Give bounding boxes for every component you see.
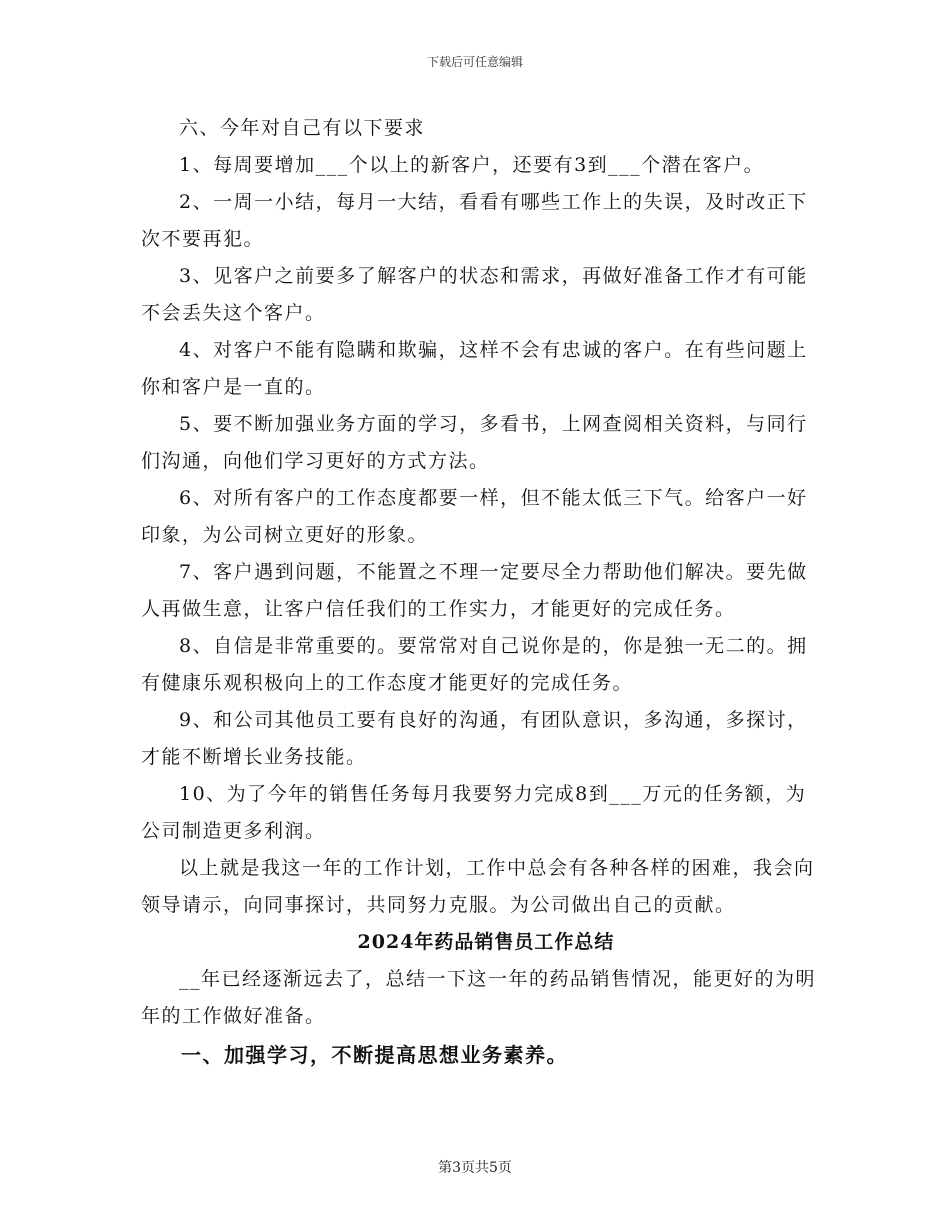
- paragraph-item-1: 1、每周要增加___个以上的新客户，还要有3到___个潜在客户。: [179, 154, 765, 176]
- section-heading: 一、加强学习，不断提高思想业务素养。: [181, 1043, 568, 1067]
- document-body: [141, 110, 821, 1075]
- paragraph-item-3: 3、见客户之前要多了解客户的状态和需求，再做好准备工作才有可能不会丢失这个客户。: [141, 265, 808, 324]
- paragraph-item-2: 2、一周一小结，每月一大结，看看有哪些工作上的失误，及时改正下次不要再犯。: [141, 191, 808, 250]
- paragraph-item-6: 6、对所有客户的工作态度都要一样，但不能太低三下气。给客户一好印象，为公司树立更好的形象。: [141, 487, 808, 546]
- page-header: 下载后可任意编辑: [426, 55, 523, 69]
- paragraph-item-9: 9、和公司其他员工要有良好的沟通，有团队意识，多沟通，多探讨，才能不断增长业务技能。: [141, 709, 808, 768]
- paragraph-requirements-heading: 六、今年对自己有以下要求: [179, 117, 426, 139]
- paragraph-conclusion: 以上就是我这一年的工作计划，工作中总会有各种各样的困难，我会向领导请示，向同事探讨，共同努力克服。为公司做出自己的贡献。: [141, 857, 815, 916]
- paragraph-item-10: 10、为了今年的销售任务每月我要努力完成8到___万元的任务额，为公司制造更多利润。: [141, 783, 807, 842]
- paragraph-item-4: 4、对客户不能有隐瞒和欺骗，这样不会有忠诚的客户。在有些问题上你和客户是一直的。: [141, 339, 808, 398]
- page-footer: 第3页共5页: [438, 1160, 512, 1176]
- paragraph-item-7: 7、客户遇到问题，不能置之不理一定要尽全力帮助他们解决。要先做人再做生意，让客户信任我们的工作实力，才能更好的完成任务。: [141, 561, 808, 620]
- paragraph-item-5: 5、要不断加强业务方面的学习，多看书，上网查阅相关资料，与同行们沟通，向他们学习更好的方式方法。: [141, 413, 808, 472]
- document-title: 2024年药品销售员工作总结: [357, 931, 615, 953]
- paragraph-intro: __年已经逐渐远去了，总结一下这一年的药品销售情况，能更好的为明年的工作做好准备。: [141, 968, 817, 1027]
- paragraph-item-8: 8、自信是非常重要的。要常常对自己说你是的，你是独一无二的。拥有健康乐观积极向上的工作态度才能更好的完成任务。: [141, 635, 808, 694]
